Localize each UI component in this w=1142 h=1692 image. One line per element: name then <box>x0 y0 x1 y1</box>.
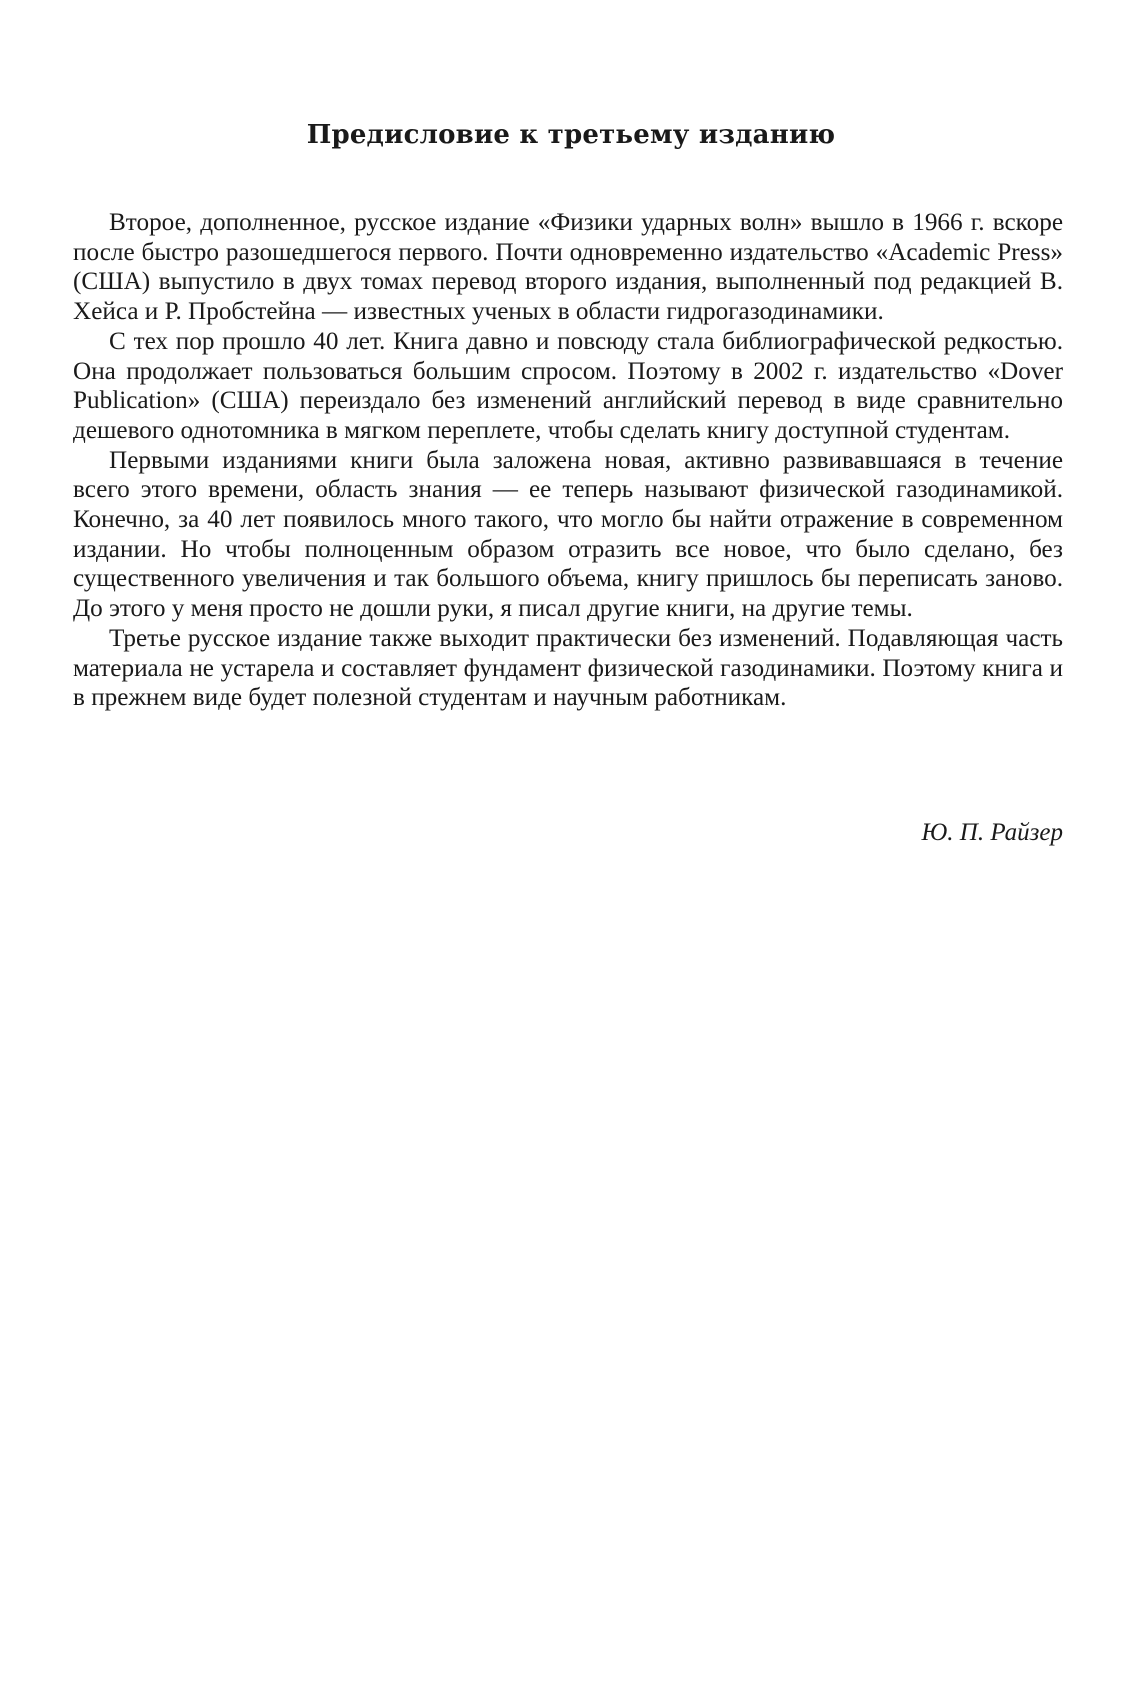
preface-body <box>73 208 1063 713</box>
paragraph-2: С тех пор прошло 40 лет. Книга давно и повсюду стала библиографической редкостью. Она продолжает пользоваться большим спросом. Поэтому в 2002 г. издательство «Dover Publication» (США) переиздало без изменений английский перевод в виде сравнительно дешевого однотомника в мягком переплете, чтобы сделать книгу доступной студентам. <box>73 327 1063 444</box>
paragraph-3: Первыми изданиями книги была заложена новая, активно развивавшаяся в течение всего этого времени, область знания — ее теперь называют физической газодинамикой. Конечно, за 40 лет появилось много такого, что могло бы найти отражение в современном издании. Но чтобы полноценным образом отразить все новое, что было сделано, без существенного увеличения и так большого объема, книгу пришлось бы переписать заново. До этого у меня просто не дошли руки, я писал другие книги, на другие темы. <box>73 446 1063 623</box>
author-signature: Ю. П. Райзер <box>921 819 1063 846</box>
page-title: Предисловие к третьему изданию <box>306 120 836 150</box>
paragraph-4: Третье русское издание также выходит практически без изменений. Подавляющая часть материала не устарела и составляет фундамент физической газодинамики. Поэтому книга и в прежнем виде будет полезной студентам и научным работникам. <box>73 624 1063 712</box>
paragraph-1: Второе, дополненное, русское издание «Физики ударных волн» вышло в 1966 г. вскоре после быстро разошедшегося первого. Почти одновременно издательство «Academic Press» (США) выпустило в двух томах перевод второго издания, выполненный под редакцией В. Хейса и Р. Пробстейна — известных ученых в области гидрогазодинамики. <box>73 209 1063 326</box>
